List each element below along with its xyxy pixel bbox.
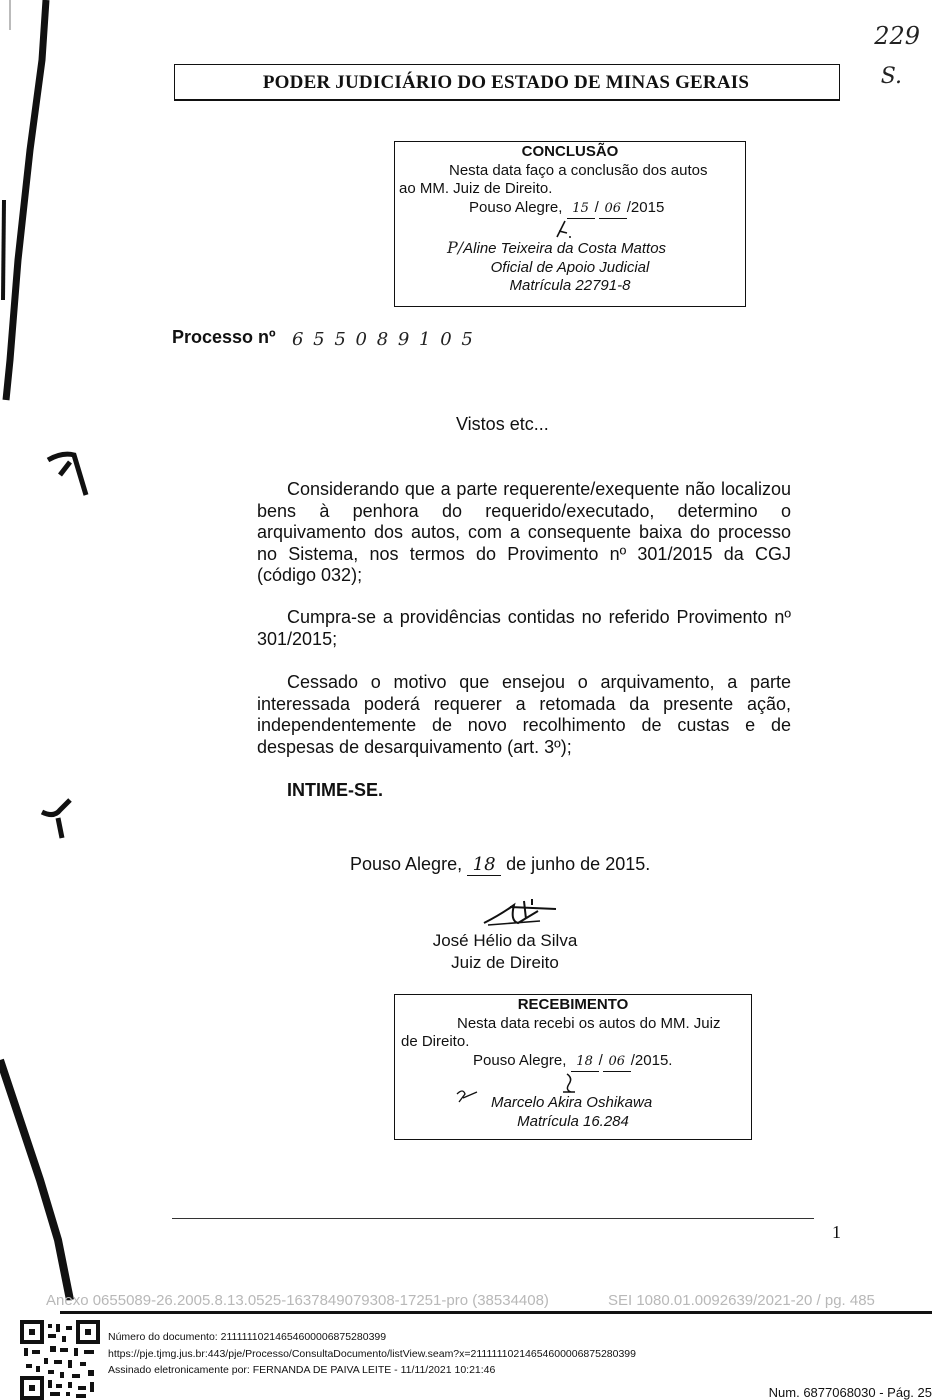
qr-code <box>20 1320 100 1400</box>
decision-date <box>350 854 650 876</box>
intime-se: INTIME-SE. <box>287 780 384 800</box>
vistos-text: Vistos etc... <box>456 414 549 434</box>
recebimento-date-month: 06 <box>603 1053 631 1073</box>
page-number: 1 <box>832 1222 841 1242</box>
conclusao-signer-name: Aline Teixeira da Costa Mattos <box>463 240 667 257</box>
handwritten-page-number: 229 <box>874 22 920 50</box>
processo-label: Processo nº <box>172 327 276 347</box>
conclusao-date-day: 15 <box>567 200 595 220</box>
recebimento-signer-name: Marcelo Akira Oshikawa <box>491 1094 653 1111</box>
processo-number: 6 5 5 0 8 9 1 0 5 <box>292 329 475 350</box>
num-pag: Num. 6877068030 - Pág. 25 <box>768 1385 932 1400</box>
decision-date-suffix: de junho de 2015. <box>506 854 651 874</box>
conclusao-title: CONCLUSÃO <box>521 143 619 160</box>
bottom-rule <box>60 1311 932 1314</box>
decision-date-day: 18 <box>467 854 501 876</box>
paragraph-considerando: Considerando que a parte requerente/exequente não localizou bens à penhora do requerido/executado, determino o arquivamento dos autos, com a consequente baixa do processo no Sistema, nos termos do Provimento nº 301/2015 da CGJ (código 032); <box>257 479 791 585</box>
conclusao-signer-role: Oficial de Apoio Judicial <box>490 258 650 276</box>
recebimento-date-day: 18 <box>571 1053 599 1073</box>
scan-edge-strokes <box>0 0 100 1400</box>
judge-signature <box>480 893 560 929</box>
doc-url[interactable]: https://pje.tjmg.jus.br:443/pje/Processo/ConsultaDocumento/listView.seam?x=21111110214654600006875280399 <box>108 1348 636 1360</box>
recebimento-date-prefix: Pouso Alegre, <box>473 1051 567 1069</box>
court-header-title: PODER JUDICIÁRIO DO ESTADO DE MINAS GERAIS <box>262 72 750 93</box>
recebimento-initial-mark <box>455 1088 481 1104</box>
recebimento-date: Pouso Alegre, 18 / 06 /2015. <box>395 1052 751 1073</box>
conclusao-line2: ao MM. Juiz de Direito. <box>399 180 553 197</box>
recebimento-line1: Nesta data recebi os autos do MM. Juiz <box>457 1014 721 1032</box>
paragraph-cumpra-se: Cumpra-se a providências contidas no referido Provimento nº 301/2015; <box>257 607 791 649</box>
conclusao-date-month: 06 <box>599 200 627 220</box>
watermark-sei: SEI 1080.01.0092639/2021-20 / pg. 485 <box>608 1292 875 1309</box>
recebimento-signer-matricula: Matrícula 16.284 <box>517 1112 629 1130</box>
judge-name: José Hélio da Silva <box>432 931 578 950</box>
conclusao-date-year: /2015 <box>626 198 665 216</box>
watermark-annex: Anexo 0655089-26.2005.8.13.0525-1637849079308-17251-pro (38534408) <box>46 1292 549 1309</box>
judge-role: Juiz de Direito <box>451 953 559 972</box>
handwritten-initial: S. <box>880 64 902 89</box>
footer-rule <box>172 1218 814 1219</box>
conclusao-stamp <box>394 141 746 307</box>
paragraph-cessado: Cessado o motivo que ensejou o arquivamento, a parte interessada poderá requerer a retomada da presente ação, independentemente de novo recolhimento de custas e de despesas de desarquivamento (art. 3º); <box>257 672 791 757</box>
conclusao-signer-prefix: P/ <box>447 238 464 257</box>
recebimento-line2: de Direito. <box>401 1033 470 1050</box>
conclusao-date-prefix: Pouso Alegre, <box>469 198 563 216</box>
recebimento-title: RECEBIMENTO <box>517 996 629 1013</box>
recebimento-date-year: /2015. <box>630 1051 673 1069</box>
decision-date-prefix: Pouso Alegre, <box>350 854 463 874</box>
recebimento-stamp <box>394 994 752 1140</box>
conclusao-signer-matricula: Matrícula 22791-8 <box>509 277 631 294</box>
conclusao-date: Pouso Alegre, 15 / 06 /2015 <box>395 199 745 220</box>
conclusao-signer <box>395 239 745 259</box>
recebimento-signature <box>555 1072 585 1094</box>
conclusao-line1: Nesta data faço a conclusão dos autos <box>449 161 708 179</box>
signed-by: Assinado eletronicamente por: FERNANDA DE PAIVA LEITE - 11/11/2021 10:21:46 <box>108 1364 496 1376</box>
doc-number: Número do documento: 21111110214654600006875280399 <box>108 1331 387 1343</box>
recebimento-signer <box>395 1094 751 1113</box>
conclusao-signature <box>545 219 585 239</box>
